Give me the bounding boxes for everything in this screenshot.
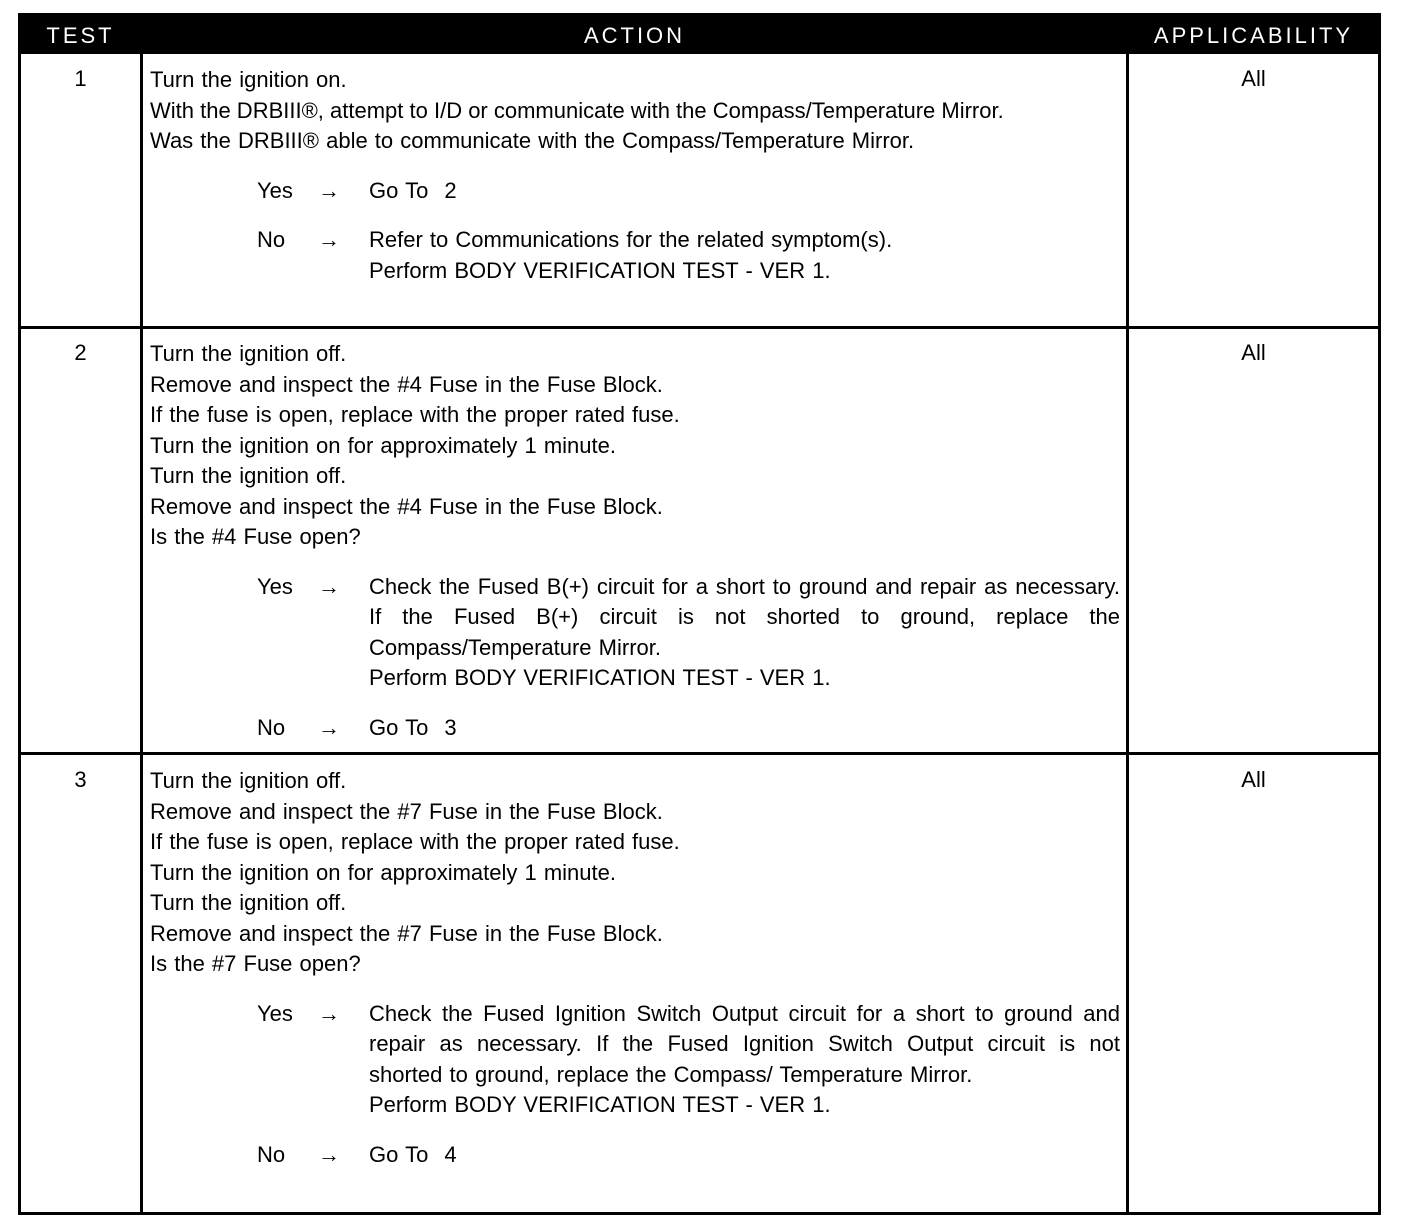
test-number: 1 (74, 66, 87, 91)
verification-text: Perform BODY VERIFICATION TEST - VER 1. (369, 257, 831, 283)
action-step: Turn the ignition on for approximately 1 minute. (150, 432, 616, 458)
right-arrow-icon: → (318, 1000, 340, 1026)
no-response-text: Refer to Communications for the related symptom(s). (369, 227, 893, 252)
right-arrow-icon: → (318, 177, 340, 203)
header-action: ACTION (583, 23, 686, 48)
goto-test-number: 3 (444, 714, 457, 740)
action-step: Was the DRBIII® able to communicate with the Compass/Temperature Mirror. (150, 128, 915, 153)
right-arrow-icon: → (318, 573, 340, 599)
no-response (150, 225, 1120, 286)
yes-response (150, 572, 1120, 694)
applicability-value: All (1241, 767, 1266, 792)
test-number: 3 (74, 767, 87, 792)
no-label: No (257, 1141, 286, 1167)
right-arrow-icon: → (318, 227, 340, 252)
yes-response-text: Check the Fused Ignition Switch Output circuit for a short to ground and repair as necessary. If the Fused Ignition Switch Output circuit is not shorted to ground, replace the Compass/ Temperature Mirror. (369, 1000, 1120, 1087)
row-divider (21, 326, 1378, 329)
action-step: If the fuse is open, replace with the proper rated fuse. (150, 829, 680, 854)
diagnostic-test-table (18, 13, 1381, 1215)
right-arrow-icon: → (318, 1141, 340, 1167)
action-step: With the DRBIII®, attempt to I/D or communicate with the Compass/Temperature Mirror. (150, 97, 1004, 123)
test-2-action (150, 339, 1120, 743)
action-step: Turn the ignition off. (150, 890, 347, 915)
action-step: Is the #7 Fuse open? (150, 951, 361, 976)
applicability-value: All (1241, 66, 1266, 91)
yes-label: Yes (257, 573, 293, 599)
goto-label: Go To (369, 177, 429, 203)
action-step: Remove and inspect the #4 Fuse in the Fuse Block. (150, 493, 663, 519)
action-step: Turn the ignition on. (150, 67, 347, 92)
action-step: Turn the ignition off. (150, 768, 347, 793)
yes-label: Yes (257, 177, 293, 203)
action-step: Turn the ignition off. (150, 341, 347, 366)
goto-test-number: 4 (444, 1141, 457, 1167)
right-arrow-icon: → (318, 714, 340, 740)
action-step: Turn the ignition off. (150, 463, 347, 488)
no-label: No (257, 227, 286, 252)
row-divider (21, 752, 1378, 755)
action-step: Is the #4 Fuse open? (150, 524, 361, 549)
goto-test-number: 2 (444, 177, 457, 203)
yes-response (150, 999, 1120, 1121)
table-header (21, 16, 1378, 54)
test-1-action (150, 65, 1120, 286)
column-divider (1126, 54, 1129, 1212)
verification-text: Perform BODY VERIFICATION TEST - VER 1. (369, 665, 831, 690)
yes-response (150, 176, 1120, 207)
goto-label: Go To (369, 1141, 429, 1167)
action-step: Remove and inspect the #7 Fuse in the Fuse Block. (150, 798, 663, 824)
applicability-value: All (1241, 340, 1266, 365)
test-3-action (150, 766, 1120, 1170)
header-applicability: APPLICABILITY (1153, 23, 1354, 48)
header-test: TEST (46, 23, 115, 48)
action-step: Remove and inspect the #7 Fuse in the Fuse Block. (150, 920, 663, 946)
no-label: No (257, 714, 286, 740)
action-step: Remove and inspect the #4 Fuse in the Fuse Block. (150, 371, 663, 397)
no-response (150, 713, 1120, 744)
column-divider (140, 54, 143, 1212)
action-step: If the fuse is open, replace with the proper rated fuse. (150, 402, 680, 427)
yes-response-text: Check the Fused B(+) circuit for a short to ground and repair as necessary. If the Fused B(+) circuit is not shorted to ground, replace the Compass/Temperature Mirror. (369, 573, 1120, 660)
verification-text: Perform BODY VERIFICATION TEST - VER 1. (369, 1092, 831, 1117)
test-number: 2 (74, 340, 87, 365)
no-response (150, 1140, 1120, 1171)
action-step: Turn the ignition on for approximately 1 minute. (150, 859, 616, 885)
goto-label: Go To (369, 714, 429, 740)
yes-label: Yes (257, 1000, 293, 1026)
